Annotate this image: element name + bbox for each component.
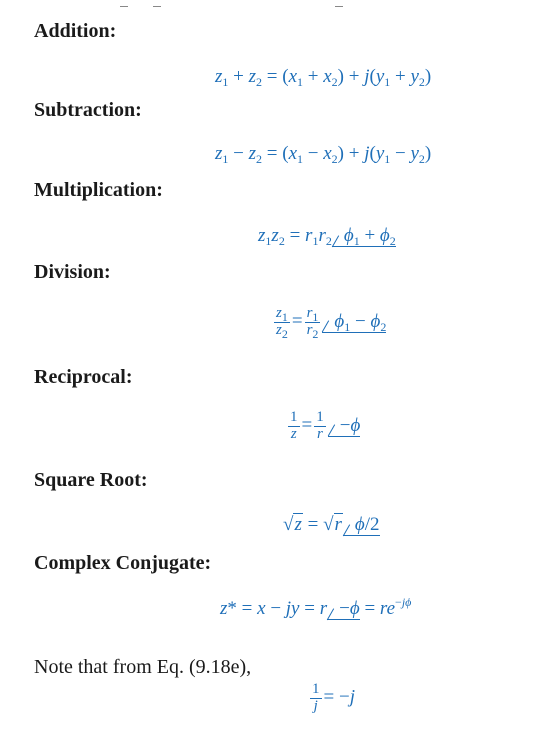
equation-subtraction: $z_1 - z_2 = (x_1 - x_2) + j(y_1 - y_2)$ (215, 143, 432, 166)
heading-division: Division: (34, 261, 111, 283)
equation-multiplication: $z_1z_2 = r_1r_2$ $\phi_1 + \phi_2$ (258, 225, 396, 248)
equation-square-root: √z = √r ϕ/2 (283, 514, 380, 535)
equation-one-over-j: $\frac{1}{j}$ = −j (312, 681, 355, 714)
equation-complex-conjugate: z* = x − jy = $r -\phi = re^{-j\phi}$ (220, 595, 412, 619)
equation-addition: $z_1 + z_2 = (x_1 + x_2) + j(y_1 + y_2)$ (215, 66, 432, 89)
heading-square-root: Square Root: (34, 469, 148, 491)
note-text: Note that from Eq. (9.18e), (34, 656, 252, 678)
equation-reciprocal: $\frac{1}{z}$ = $\frac{1}{r}$ −ϕ (290, 409, 361, 442)
heading-complex-conjugate: Complex Conjugate: (34, 552, 212, 574)
heading-addition: Addition: (34, 20, 117, 42)
heading-subtraction: Subtraction: (34, 99, 142, 121)
heading-multiplication: Multiplication: (34, 179, 163, 201)
heading-reciprocal: Reciprocal: (34, 366, 133, 388)
equation-division: $\frac{z_1}{z_2}$ = $\frac{r_1}{r_2}$ $\phi_1 - \phi_2$ (276, 305, 387, 341)
